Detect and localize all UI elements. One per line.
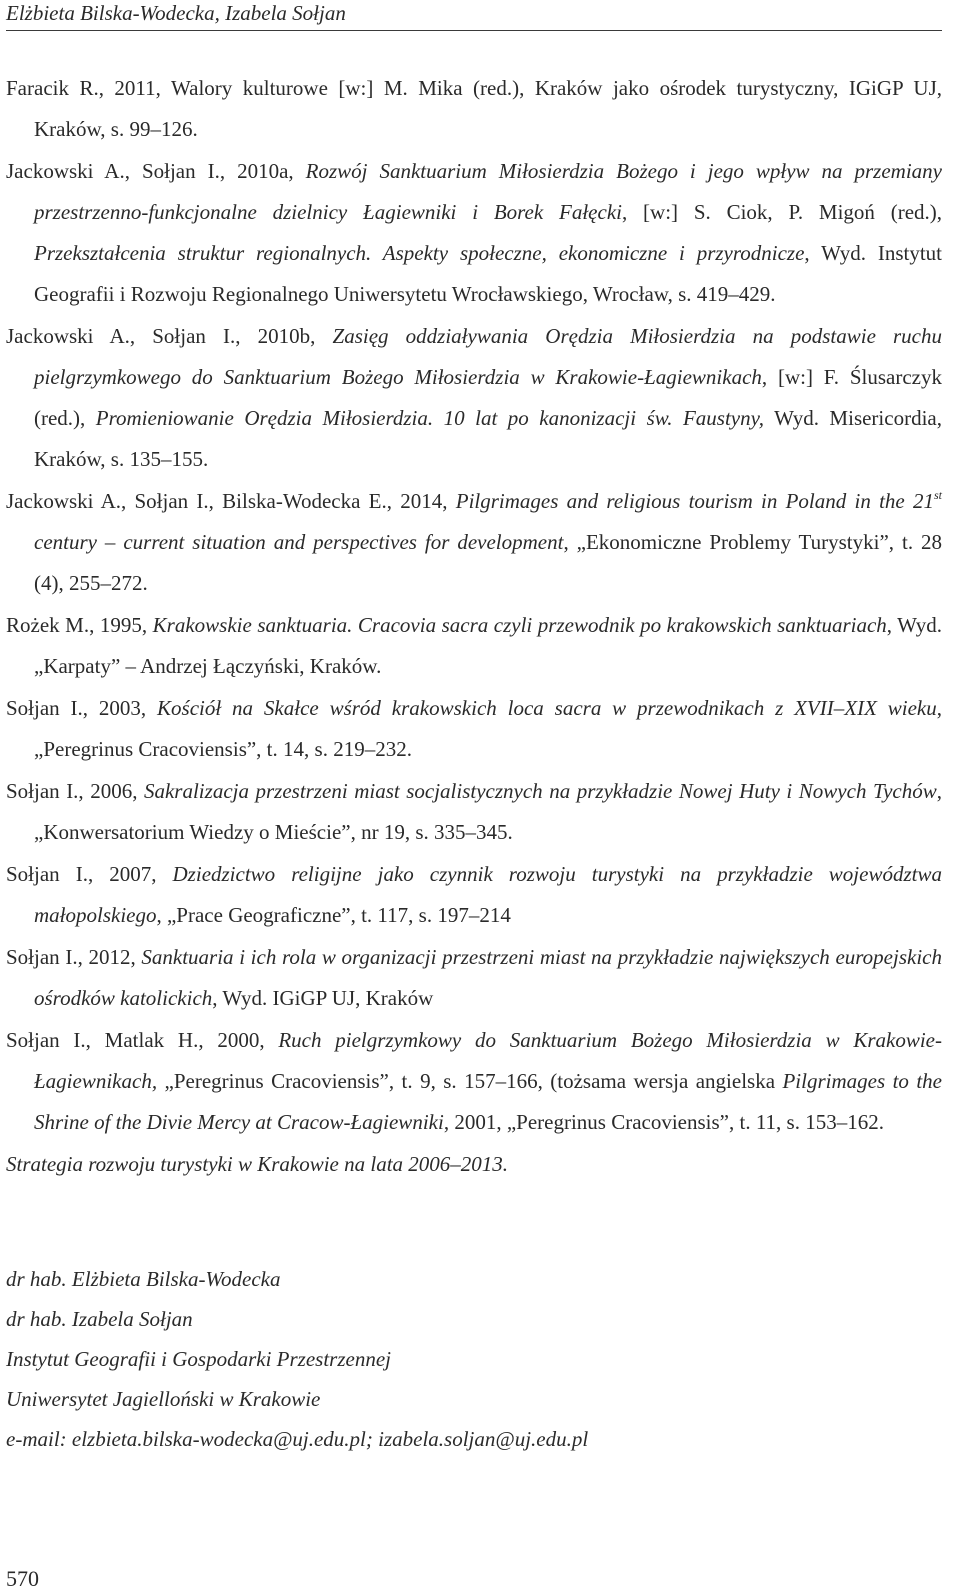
- reference-title-segment: Pilgrimages and religious tourism in Poland in the 21: [455, 489, 934, 513]
- reference-entry: [6, 151, 942, 315]
- reference-text-segment: , Wyd. IGiGP UJ, Kraków: [212, 986, 434, 1010]
- reference-entry: [6, 937, 942, 1019]
- reference-text-segment: Wyd. Misericordia, Kraków, s. 135–155.: [34, 406, 942, 471]
- reference-title-segment: Sakralizacja przestrzeni miast socjalistycznych na przykładzie Nowej Huty i Nowych Tychów: [143, 779, 937, 803]
- reference-title-segment: century – current situation and perspectives for development: [34, 530, 564, 554]
- reference-title-segment: Kościół na Skałce wśród krakowskich loca sacra w przewodnikach z XVII–XIX wieku: [157, 696, 937, 720]
- reference-text-segment: Jackowski A., Sołjan I., 2010b,: [6, 324, 333, 348]
- running-header: [6, 0, 942, 31]
- reference-text-segment: , „Prace Geograficzne”, t. 117, s. 197–214: [156, 903, 511, 927]
- reference-text-segment: Faracik R., 2011, Walory kulturowe [w:] M. Mika (red.), Kraków jako ośrodek turystyczny, IGiGP UJ, Kraków, s. 99–126.: [6, 76, 942, 141]
- reference-text-segment: , 2001, „Peregrinus Cracoviensis”, t. 11, s. 153–162.: [443, 1110, 884, 1134]
- contact-email: e-mail: elzbieta.bilska-wodecka@uj.edu.pl; izabela.soljan@uj.edu.pl: [6, 1427, 589, 1451]
- reference-text-segment: , Wyd. „Karpaty” – Andrzej Łączyński, Kraków.: [34, 613, 942, 678]
- reference-title-segment: Dziedzictwo religijne jako czynnik rozwoju turystyki na przykładzie województwa małopolskiego: [34, 862, 942, 927]
- university-name: Uniwersytet Jagielloński w Krakowie: [6, 1387, 321, 1411]
- reference-title-segment: Ruch pielgrzymkowy do Sanktuarium Bożego Miłosierdzia w Krakowie-Łagiewnikach,: [34, 1028, 942, 1093]
- reference-title-segment: Rozwój Sanktuarium Miłosierdzia Bożego i jego wpływ na przemiany przestrzenno-funkcjonalne dzielnicy Łagiewniki i Borek Fałęcki: [34, 159, 942, 224]
- reference-text-segment: Sołjan I., 2007,: [6, 862, 173, 886]
- institute-name: Instytut Geografii i Gospodarki Przestrzennej: [6, 1347, 391, 1371]
- reference-entry: [6, 605, 942, 687]
- reference-entry: [6, 481, 942, 604]
- author-name-2: dr hab. Izabela Sołjan: [6, 1307, 193, 1331]
- reference-title-segment: Pilgrimages to the Shrine of the Divie Mercy at Cracow-Łagiewniki: [34, 1069, 942, 1134]
- reference-text-segment: Jackowski A., Sołjan I., Bilska-Wodecka E., 2014,: [6, 489, 456, 513]
- reference-text-segment: Jackowski A., Sołjan I., 2010a,: [6, 159, 306, 183]
- reference-text-segment: Rożek M., 1995,: [6, 613, 153, 637]
- reference-text-segment: , „Ekonomiczne Problemy Turystyki”, t. 28 (4), 255–272.: [34, 530, 942, 595]
- author-affiliation-block: [6, 1259, 906, 1459]
- reference-text-segment: , [w:] F. Ślusarczyk (red.),: [34, 365, 942, 430]
- reference-text-segment: Sołjan I., 2003,: [6, 696, 158, 720]
- reference-entry: [6, 1144, 942, 1185]
- reference-entry: [6, 771, 942, 853]
- reference-text-segment: Sołjan I., 2006,: [6, 779, 144, 803]
- reference-text-segment: Sołjan I., 2012,: [6, 945, 142, 969]
- author-name-1: dr hab. Elżbieta Bilska-Wodecka: [6, 1267, 281, 1291]
- running-header-title: Elżbieta Bilska-Wodecka, Izabela Sołjan: [6, 1, 346, 25]
- reference-title-segment: Krakowskie sanktuaria. Cracovia sacra czyli przewodnik po krakowskich sanktuariach: [152, 613, 887, 637]
- reference-title-segment: Promieniowanie Orędzia Miłosierdzia. 10 lat po kanonizacji św. Faustyny,: [95, 406, 765, 430]
- reference-entry: [6, 68, 942, 150]
- reference-text-segment: , „Peregrinus Cracoviensis”, t. 14, s. 219–232.: [34, 696, 942, 761]
- reference-text-segment: , [w:] S. Ciok, P. Migoń (red.),: [621, 200, 943, 224]
- reference-title-segment: Zasięg oddziaływania Orędzia Miłosierdzia na podstawie ruchu pielgrzymkowego do Sanktuarium Bożego Miłosierdzia w Krakowie-Łagiewnikach: [34, 324, 943, 389]
- reference-entry: [6, 1020, 942, 1143]
- reference-title-segment: st: [934, 488, 943, 502]
- reference-entry: [6, 688, 942, 770]
- reference-title-segment: Sanktuaria i ich rola w organizacji przestrzeni miast na przykładzie największych europejskich ośrodków katolickich: [34, 945, 942, 1010]
- page-number: 570: [6, 1566, 39, 1591]
- reference-list: [6, 68, 942, 1186]
- reference-title-segment: Strategia rozwoju turystyki w Krakowie na lata 2006–2013.: [6, 1152, 509, 1176]
- reference-title-segment: Przekształcenia struktur regionalnych. Aspekty społeczne, ekonomiczne i przyrodnicze: [34, 241, 805, 265]
- reference-entry: [6, 316, 942, 480]
- reference-text-segment: , Wyd. Instytut Geografii i Rozwoju Regionalnego Uniwersytetu Wrocławskiego, Wrocław, s. 419–429.: [34, 241, 942, 306]
- reference-text-segment: Sołjan I., Matlak H., 2000,: [6, 1028, 279, 1052]
- reference-text-segment: „Peregrinus Cracoviensis”, t. 9, s. 157–166, (tożsama wersja angielska: [157, 1069, 783, 1093]
- reference-entry: [6, 854, 942, 936]
- reference-text-segment: , „Konwersatorium Wiedzy o Mieście”, nr 19, s. 335–345.: [34, 779, 942, 844]
